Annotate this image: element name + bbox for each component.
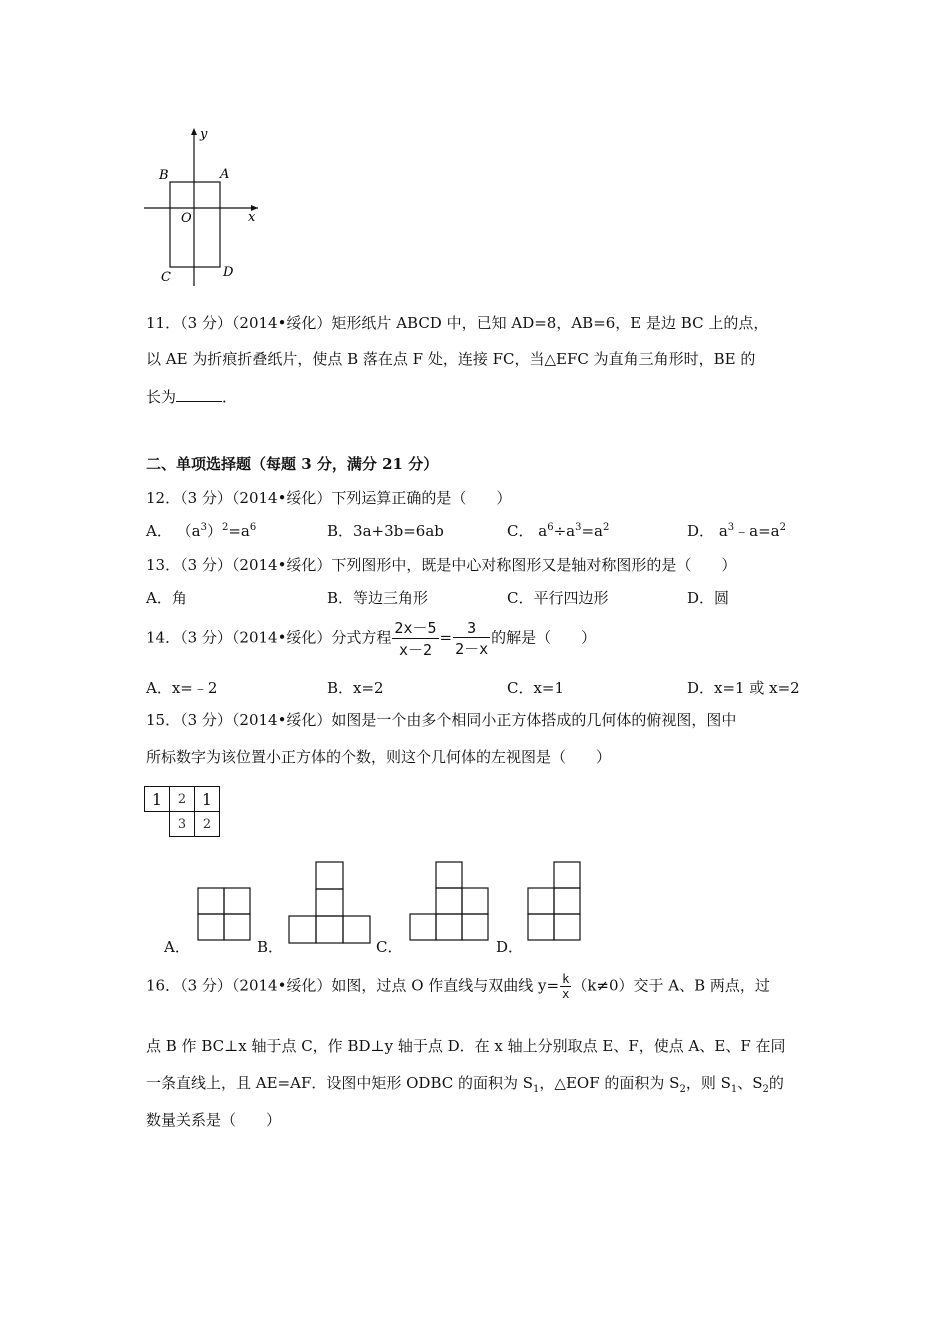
q13-option-c: C．平行四边形 — [507, 589, 609, 607]
exponent: 3 — [727, 522, 735, 533]
q12-stem: 12．（3 分）（2014•绥化）下列运算正确的是（ ） — [146, 489, 512, 507]
q15-option-c: C． — [376, 938, 403, 956]
grid-cell: 1 — [145, 787, 170, 812]
grid-cell: 3 — [170, 812, 195, 837]
q14-option-a: A．x=﹣2 — [146, 679, 218, 697]
numerator: 2x－5 — [394, 619, 437, 637]
equals-sign: = — [439, 628, 453, 647]
q16-line3 — [146, 1072, 784, 1095]
q15-line1: 15．（3 分）（2014•绥化）如图是一个由多个相同小正方体搭成的几何体的俯视图，图中 — [146, 711, 737, 729]
text: ，则 S — [685, 1074, 731, 1092]
q14-option-b: B．x=2 — [327, 679, 384, 697]
q16-line4: 数量关系是（ ） — [146, 1111, 282, 1129]
label-a: A — [220, 167, 230, 182]
exponent: 2 — [221, 522, 229, 533]
text: ，△EOF 的面积为 S — [539, 1074, 680, 1092]
q15-option-d: D． — [496, 938, 524, 956]
exponent: 6 — [249, 522, 257, 533]
text: 的 — [768, 1074, 784, 1092]
q11-line1: 11．（3 分）（2014•绥化）矩形纸片 ABCD 中，已知 AD=8，AB=6，E 是边 BC 上的点， — [146, 314, 769, 332]
option-letter: C． — [507, 522, 534, 540]
q13-stem: 13．（3 分）（2014•绥化）下列图形中，既是中心对称图形又是轴对称图形的是（ ） — [146, 556, 737, 574]
grid-cell-empty — [145, 812, 170, 837]
subscript: 1 — [730, 1084, 738, 1095]
grid-cell: 2 — [170, 787, 195, 812]
y-axis-arrow — [191, 128, 197, 135]
label-b: B — [159, 168, 169, 183]
q14-stem — [146, 617, 596, 660]
denominator: x — [562, 987, 570, 1001]
q14-suffix: 的解是（ ） — [491, 628, 597, 647]
label-y: y — [200, 127, 208, 142]
fraction-right — [453, 619, 490, 659]
option-c-figure — [410, 862, 488, 940]
fraction-k-over-x — [560, 972, 571, 1001]
q15-option-a: A． — [164, 938, 190, 956]
option-a-figure — [198, 888, 250, 940]
subscript: 2 — [762, 1084, 769, 1095]
term: ） — [206, 522, 222, 540]
exponent: 3 — [200, 522, 207, 533]
term: =a — [228, 522, 250, 540]
exponent: 3 — [575, 522, 582, 533]
q12-option-c — [507, 520, 609, 541]
denominator: 2－x — [453, 637, 490, 659]
label-d: D — [223, 265, 234, 280]
subscript: 2 — [679, 1084, 686, 1095]
top-view-grid — [144, 786, 220, 837]
option-d-figure — [528, 862, 580, 940]
q15-line2: 所标数字为该位置小正方体的个数，则这个几何体的左视图是（ ） — [146, 748, 612, 766]
q14-prefix: 14．（3 分）（2014•绥化）分式方程 — [146, 628, 392, 647]
section-heading: 二、单项选择题（每题 3 分，满分 21 分） — [146, 455, 439, 473]
grid-cell: 1 — [195, 787, 220, 812]
q14-option-c: C．x=1 — [507, 679, 565, 697]
label-c: C — [161, 270, 171, 285]
term: ÷a — [553, 522, 576, 540]
term: ﹣a=a — [734, 522, 780, 540]
option-text: 3a+3b=6ab — [353, 522, 444, 540]
text: 、S — [737, 1074, 763, 1092]
q12-option-d — [687, 520, 786, 541]
coordinate-rectangle-figure — [140, 120, 270, 290]
q16-line2: 点 B 作 BC⊥x 轴于点 C，作 BD⊥y 轴于点 D．在 x 轴上分别取点 E、F，使点 A、E、F 在同 — [146, 1037, 786, 1055]
q11-line2: 以 AE 为折痕折叠纸片，使点 B 落在点 F 处，连接 FC，当△EFC 为直角三角形时，BE 的 — [146, 350, 756, 368]
term: a — [718, 522, 728, 540]
numerator: 3 — [467, 618, 477, 637]
subscript: 1 — [533, 1084, 540, 1095]
text: 一条直线上，且 AE=AF．设图中矩形 ODBC 的面积为 S — [146, 1074, 534, 1092]
q12-option-b — [327, 520, 444, 541]
q11-line3-prefix: 长为 — [146, 388, 177, 406]
label-o: O — [181, 211, 192, 226]
rectangle-abcd — [170, 182, 220, 267]
term: a — [538, 522, 548, 540]
exponent: 2 — [779, 522, 786, 533]
label-x: x — [248, 210, 256, 225]
q16-prefix: 16．（3 分）（2014•绥化）如图，过点 O 作直线与双曲线 y= — [146, 976, 560, 995]
q11-line3 — [146, 386, 237, 407]
q16-suffix: （k≠0）交于 A、B 两点，过 — [572, 976, 770, 995]
denominator: x－2 — [392, 638, 438, 660]
q13-option-b: B．等边三角形 — [327, 589, 429, 607]
option-letter: B． — [327, 522, 354, 540]
q13-option-d: D．圆 — [687, 589, 730, 607]
q15-option-b: B． — [257, 938, 284, 956]
option-letter: D． — [687, 522, 715, 540]
exponent: 2 — [603, 522, 610, 533]
option-letter: A． — [146, 522, 172, 540]
grid-cell: 2 — [195, 812, 220, 837]
q14-option-d: D．x=1 或 x=2 — [687, 679, 800, 697]
answer-blank — [176, 387, 222, 402]
q16-line1 — [146, 972, 770, 1001]
exponent: 6 — [547, 522, 554, 533]
q13-option-a: A．角 — [146, 589, 187, 607]
option-b-figure — [289, 862, 370, 943]
q12-option-a — [146, 520, 256, 541]
term: =a — [581, 522, 603, 540]
term: （a — [176, 522, 201, 540]
fraction-left — [392, 617, 438, 660]
q15-options-figure — [140, 855, 820, 955]
numerator: k — [562, 972, 570, 986]
q11-line3-suffix: ． — [222, 388, 238, 406]
